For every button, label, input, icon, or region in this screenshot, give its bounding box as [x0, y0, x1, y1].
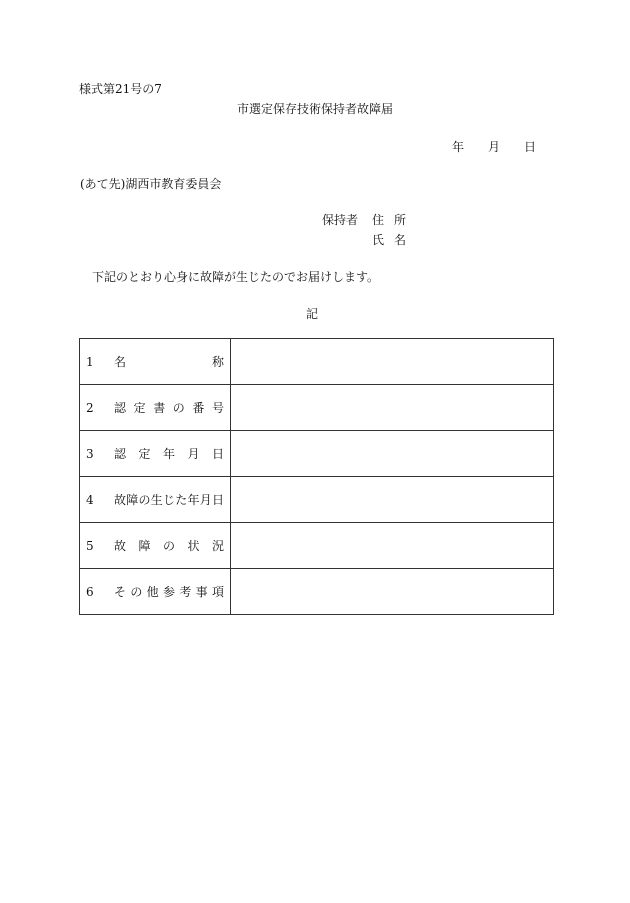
item-value-field[interactable] — [231, 431, 554, 477]
table-row — [80, 477, 554, 523]
date-year-label: 年 — [452, 140, 465, 154]
item-label-cell — [80, 569, 231, 615]
item-label: 認定年月日 — [114, 447, 224, 461]
item-number: 2 — [86, 400, 94, 415]
item-value-field[interactable] — [231, 569, 554, 615]
item-number: 3 — [86, 446, 94, 461]
items-table — [79, 338, 554, 615]
item-label-cell — [80, 523, 231, 569]
item-number: 1 — [86, 354, 94, 369]
item-number: 4 — [86, 492, 94, 507]
item-label-cell — [80, 431, 231, 477]
table-row — [80, 385, 554, 431]
table-row — [80, 431, 554, 477]
table-row — [80, 569, 554, 615]
ki-heading: 記 — [306, 307, 319, 321]
holder-label: 保持者 — [322, 213, 359, 227]
body-text: 下記のとおり心身に故障が生じたのでお届けします。 — [92, 270, 380, 284]
item-value-field[interactable] — [231, 477, 554, 523]
date-month-label: 月 — [488, 140, 501, 154]
item-label-cell — [80, 477, 231, 523]
document-title: 市選定保存技術保持者故障届 — [236, 102, 393, 116]
item-label: その他参考事項 — [114, 585, 224, 599]
item-value-field[interactable] — [231, 385, 554, 431]
holder-name-label: 氏名 — [372, 233, 417, 247]
date-day-label: 日 — [524, 140, 537, 154]
item-value-field[interactable] — [231, 523, 554, 569]
item-number: 6 — [86, 584, 94, 599]
item-label: 認定書の番号 — [114, 401, 224, 415]
item-number: 5 — [86, 538, 94, 553]
item-label: 故障の状況 — [114, 539, 224, 553]
table-row — [80, 523, 554, 569]
item-value-field[interactable] — [231, 339, 554, 385]
item-label: 故障の生じた年月日 — [114, 493, 224, 507]
item-label: 名称 — [114, 355, 224, 369]
addressee: (あて先)湖西市教育委員会 — [80, 177, 222, 191]
holder-address-label: 住所 — [372, 213, 417, 227]
table-row — [80, 339, 554, 385]
form-number: 様式第21号の7 — [79, 82, 162, 96]
item-label-cell — [80, 339, 231, 385]
item-label-cell — [80, 385, 231, 431]
